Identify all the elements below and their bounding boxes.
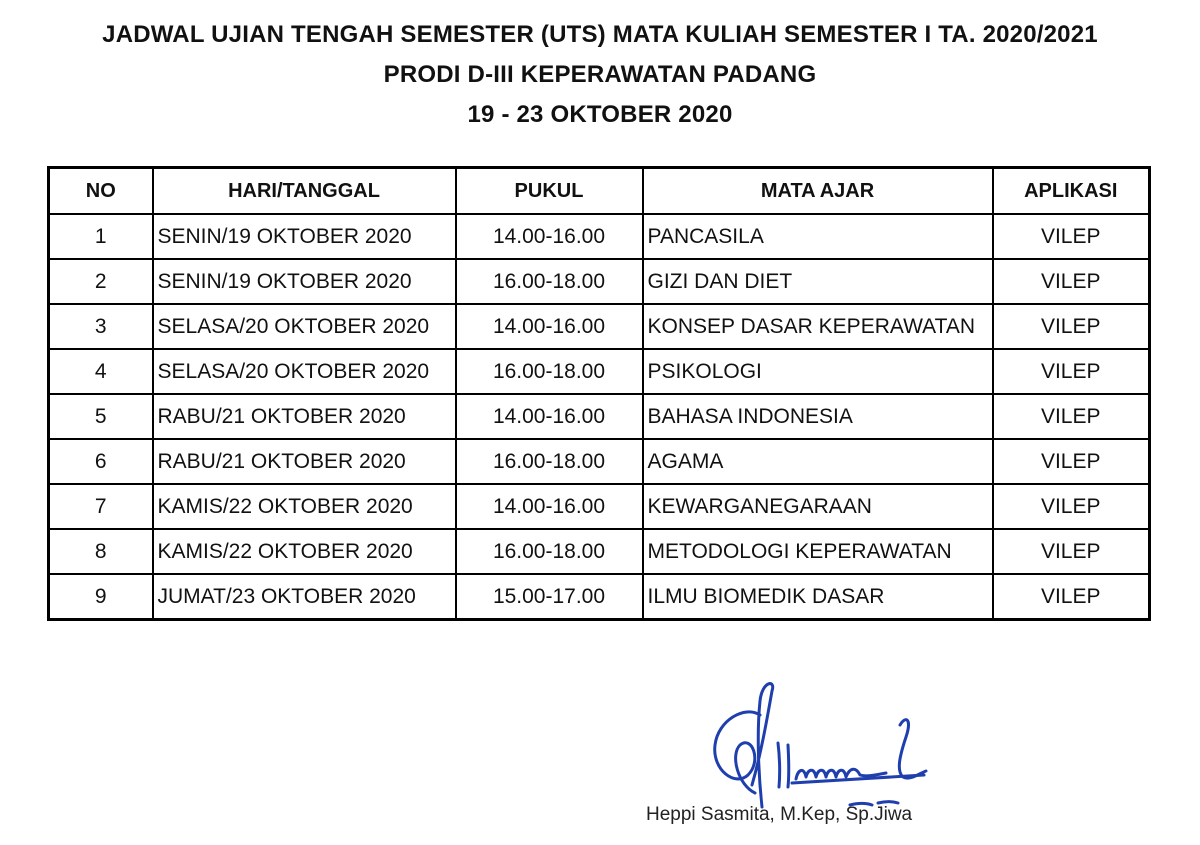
table-header-row	[49, 168, 1150, 215]
row-time: 16.00-18.00	[456, 439, 643, 484]
column-header-app: APLIKASI	[993, 168, 1150, 215]
table-row	[49, 304, 1150, 349]
row-no: 3	[49, 304, 153, 349]
row-no: 7	[49, 484, 153, 529]
row-subject: KEWARGANEGARAAN	[643, 484, 993, 529]
table-row	[49, 214, 1150, 259]
row-no: 4	[49, 349, 153, 394]
program-name: PRODI D-III KEPERAWATAN PADANG	[383, 61, 817, 88]
row-subject: PANCASILA	[643, 214, 993, 259]
table-row	[49, 439, 1150, 484]
row-date: RABU/21 OKTOBER 2020	[153, 394, 456, 439]
row-no: 6	[49, 439, 153, 484]
table-row	[49, 529, 1150, 574]
exam-schedule-table	[47, 166, 1151, 621]
row-no: 1	[49, 214, 153, 259]
row-app: VILEP	[993, 394, 1150, 439]
column-header-date: HARI/TANGGAL	[153, 168, 456, 215]
row-app: VILEP	[993, 214, 1150, 259]
row-app: VILEP	[993, 349, 1150, 394]
row-no: 5	[49, 394, 153, 439]
row-subject: PSIKOLOGI	[643, 349, 993, 394]
row-subject: AGAMA	[643, 439, 993, 484]
row-time: 15.00-17.00	[456, 574, 643, 620]
row-no: 8	[49, 529, 153, 574]
row-subject: ILMU BIOMEDIK DASAR	[643, 574, 993, 620]
row-app: VILEP	[993, 574, 1150, 620]
row-date: SENIN/19 OKTOBER 2020	[153, 214, 456, 259]
column-header-no: NO	[49, 168, 153, 215]
row-app: VILEP	[993, 304, 1150, 349]
column-header-time: PUKUL	[456, 168, 643, 215]
row-time: 16.00-18.00	[456, 349, 643, 394]
row-app: VILEP	[993, 484, 1150, 529]
row-subject: GIZI DAN DIET	[643, 259, 993, 304]
row-time: 14.00-16.00	[456, 484, 643, 529]
row-subject: METODOLOGI KEPERAWATAN	[643, 529, 993, 574]
date-range: 19 - 23 OKTOBER 2020	[467, 101, 733, 128]
row-no: 9	[49, 574, 153, 620]
row-subject: KONSEP DASAR KEPERAWATAN	[643, 304, 993, 349]
table-row	[49, 574, 1150, 620]
row-date: SENIN/19 OKTOBER 2020	[153, 259, 456, 304]
row-time: 14.00-16.00	[456, 394, 643, 439]
signer-name: Heppi Sasmita, M.Kep, Sp.Jiwa	[646, 804, 913, 825]
row-time: 14.00-16.00	[456, 304, 643, 349]
row-date: KAMIS/22 OKTOBER 2020	[153, 484, 456, 529]
row-app: VILEP	[993, 529, 1150, 574]
handwritten-signature	[700, 675, 940, 820]
row-date: RABU/21 OKTOBER 2020	[153, 439, 456, 484]
column-header-subject: MATA AJAR	[643, 168, 993, 215]
table-row	[49, 484, 1150, 529]
row-time: 16.00-18.00	[456, 259, 643, 304]
row-date: JUMAT/23 OKTOBER 2020	[153, 574, 456, 620]
row-time: 16.00-18.00	[456, 529, 643, 574]
row-no: 2	[49, 259, 153, 304]
row-date: KAMIS/22 OKTOBER 2020	[153, 529, 456, 574]
table-row	[49, 349, 1150, 394]
row-time: 14.00-16.00	[456, 214, 643, 259]
row-subject: BAHASA INDONESIA	[643, 394, 993, 439]
row-date: SELASA/20 OKTOBER 2020	[153, 304, 456, 349]
table-row	[49, 259, 1150, 304]
document-title: JADWAL UJIAN TENGAH SEMESTER (UTS) MATA KULIAH SEMESTER I TA. 2020/2021	[102, 21, 1098, 48]
row-app: VILEP	[993, 259, 1150, 304]
table-row	[49, 394, 1150, 439]
row-app: VILEP	[993, 439, 1150, 484]
row-date: SELASA/20 OKTOBER 2020	[153, 349, 456, 394]
